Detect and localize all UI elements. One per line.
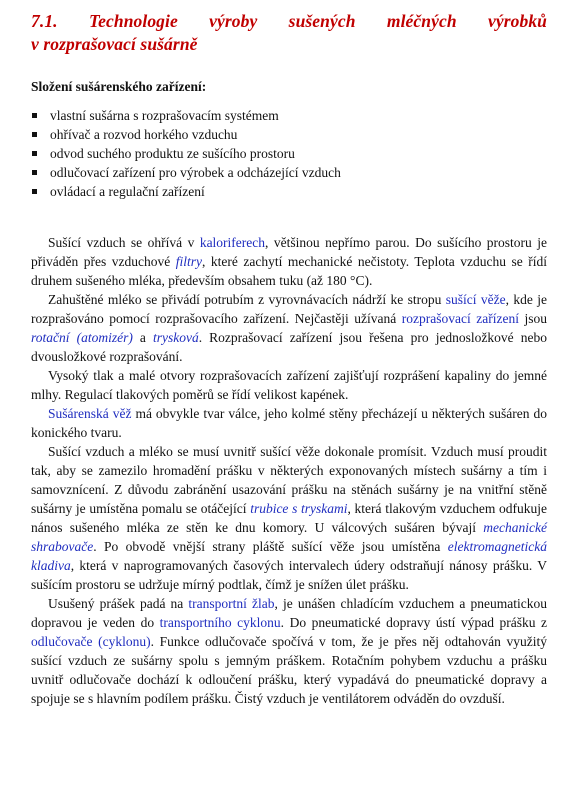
text-run: , které zachytí mechanické nečistoty. Teplota vzduchu se řídí druhem sušeného mléka, především obsahem tuku (až 180 °C).	[31, 254, 547, 288]
text-run: Sušící vzduch a mléko se musí uvnitř sušící věže dokonale promísit. Vzduch musí proudit tak, aby se zamezilo hromadění prášku v některých exponovaných místech sušárny a tím i samovznícení. Z důvodu zabránění usazování prášku na stěnách sušárny je na vnitřní stěně sušárny je umístěna pomalu se otáčející	[31, 444, 547, 516]
text-run: . Rozprašovací zařízení jsou řešena pro jednosložkové nebo dvousložkové rozprašování.	[31, 330, 547, 364]
section-heading-line-1: 7.1. Technologie výroby sušených mléčných výrobků	[31, 11, 547, 31]
term-link[interactable]: transportní žlab	[188, 596, 275, 611]
list-item	[31, 106, 547, 125]
term-link[interactable]: rozprašovací zařízení	[401, 311, 519, 326]
body-text	[31, 233, 547, 708]
text-run: , je unášen chladícím vzduchem a pneumatickou dopravou je veden do	[31, 596, 547, 630]
paragraph	[31, 233, 547, 290]
term-link[interactable]: trubice s tryskami	[250, 501, 348, 516]
list-item	[31, 144, 547, 163]
term-link[interactable]: odlučovače (cyklonu)	[31, 634, 151, 649]
term-link[interactable]: kaloriferech	[199, 235, 266, 250]
paragraph	[31, 366, 547, 404]
term-link[interactable]: rotační (atomizér)	[31, 330, 133, 345]
list-item-text: ovládací a regulační zařízení	[50, 184, 205, 199]
term-link[interactable]: transportního cyklonu	[159, 615, 281, 630]
paragraph	[31, 290, 547, 366]
text-run: . Po obvodě vnější strany pláště sušící věže jsou umístěna	[93, 539, 448, 554]
text-run: . Funkce odlučovače spočívá v tom, že je přes něj odtahován využitý sušící vzduch ze sušárny spolu s jemným práškem. Rotačním pohybem vzduchu a prášku uvnitř odlučovače dochází k odloučení prášku, který vypadává do pneumatické dopravy a spojuje se s hlavním podílem prášku. Čistý vzduch je ventilátorem odváděn do ovzduší.	[31, 634, 548, 706]
list-item	[31, 163, 547, 182]
paragraph	[31, 404, 547, 442]
bullet-square-icon	[32, 151, 37, 156]
term-link[interactable]: trysková	[152, 330, 199, 345]
text-run: jsou	[518, 311, 547, 326]
text-run: , většinou nepřímo parou. Do sušícího prostoru je přiváděn přes vzduchové	[31, 235, 547, 269]
text-run: a	[132, 330, 153, 345]
equipment-subheading: Složení sušárenského zařízení:	[31, 79, 207, 94]
text-run: Zahuštěné mléko se přivádí potrubím z vyrovnávacích nádrží ke stropu	[48, 292, 446, 307]
paragraph	[31, 442, 547, 594]
text-run: Sušící vzduch se ohřívá v	[48, 235, 200, 250]
paragraph	[31, 594, 547, 708]
section-heading	[31, 10, 547, 56]
text-run: , která v naprogramovaných časových intervalech údery odstraňují nánosy prášku. V sušícím prostoru se udržuje mírný podtlak, čímž je snížen úlet prášku.	[31, 558, 547, 592]
bullet-square-icon	[32, 170, 37, 175]
term-link[interactable]: mechanické shrabovače	[31, 520, 547, 554]
bullet-square-icon	[32, 189, 37, 194]
bullet-square-icon	[32, 132, 37, 137]
text-run: Vysoký tlak a malé otvory rozprašovacích zařízení zajišťují rozprášení kapaliny do jemné mlhy. Regulací tlakových poměrů se řídí velikost kapének.	[31, 368, 547, 402]
text-run: . Do pneumatické dopravy ústí výpad prášku z	[280, 615, 548, 630]
list-item-text: ohřívač a rozvod horkého vzduchu	[50, 127, 238, 142]
text-run: , která tlakovým vzduchem odfukuje nános sušeného mléka ze stěn ke dnu komory. U válcových sušáren bývají	[31, 501, 547, 535]
list-item-text: odvod suchého produktu ze sušícího prostoru	[50, 146, 295, 161]
term-link[interactable]: sušící věže	[445, 292, 506, 307]
list-item-text: vlastní sušárna s rozprašovacím systémem	[50, 108, 279, 123]
text-run: Usušený prášek padá na	[48, 596, 189, 611]
equipment-list	[31, 106, 547, 201]
text-run: má obvykle tvar válce, jeho kolmé stěny přecházejí u některých sušáren do konického tvaru.	[31, 406, 547, 440]
list-item	[31, 125, 547, 144]
term-link[interactable]: elektromagnetická kladiva	[31, 539, 547, 573]
text-run: , kde je rozprašováno pomocí rozprašovacího zařízení. Nejčastěji užívaná	[31, 292, 547, 326]
section-heading-line-2: v rozprašovací sušárně	[31, 34, 198, 54]
bullet-square-icon	[32, 113, 37, 118]
list-item-text: odlučovací zařízení pro výrobek a odcházející vzduch	[50, 165, 341, 180]
term-link[interactable]: Sušárenská věž	[48, 406, 132, 421]
term-link[interactable]: filtry	[175, 254, 203, 269]
list-item	[31, 182, 547, 201]
